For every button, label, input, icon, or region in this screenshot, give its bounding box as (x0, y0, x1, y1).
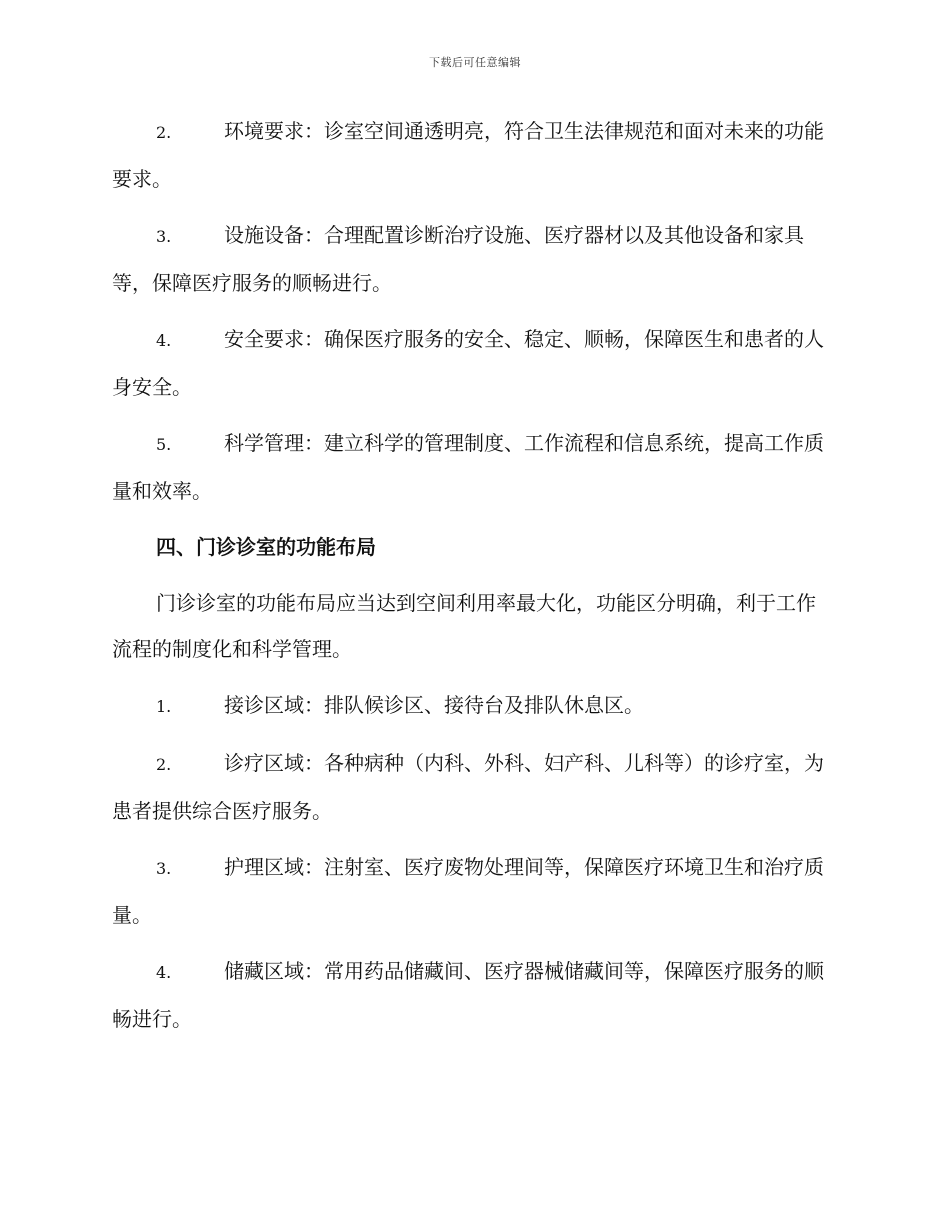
list-item-number: 2. (156, 123, 172, 142)
list-item (112, 948, 834, 1042)
list-item (112, 212, 834, 306)
list-item (112, 740, 834, 834)
section-heading: 四、门诊诊室的功能布局 (156, 535, 376, 559)
list-item (112, 682, 834, 730)
list-item-number: 2. (156, 755, 172, 774)
list-item (112, 844, 834, 938)
list-item-number: 3. (156, 227, 172, 246)
list-item-number: 1. (156, 697, 172, 716)
section-intro-paragraph: 门诊诊室的功能布局应当达到空间利用率最大化，功能区分明确，利于工作流程的制度化和科学管理。 (112, 591, 816, 661)
list-item-text: 储藏区域：常用药品储藏间、医疗器械储藏间等，保障医疗服务的顺畅进行。 (112, 959, 824, 1031)
list-item (112, 420, 834, 514)
list-item (112, 108, 834, 202)
list-item (112, 316, 834, 410)
list-item-text: 接诊区域：排队候诊区、接待台及排队休息区。 (224, 693, 644, 717)
list-item-number: 3. (156, 859, 172, 878)
list-item-number: 5. (156, 435, 172, 454)
page-header: 下载后可任意编辑 (429, 56, 521, 69)
list-item-number: 4. (156, 331, 172, 350)
list-item-text: 设施设备：合理配置诊断治疗设施、医疗器材以及其他设备和家具等，保障医疗服务的顺畅进行。 (112, 223, 804, 295)
list-item-text: 环境要求：诊室空间通透明亮，符合卫生法律规范和面对未来的功能要求。 (112, 119, 824, 191)
list-item-text: 安全要求：确保医疗服务的安全、稳定、顺畅，保障医生和患者的人身安全。 (112, 327, 824, 399)
list-item-number: 4. (156, 963, 172, 982)
list-item-text: 护理区域：注射室、医疗废物处理间等，保障医疗环境卫生和治疗质量。 (112, 855, 824, 927)
document-body (112, 108, 834, 1052)
list-item-text: 科学管理：建立科学的管理制度、工作流程和信息系统，提高工作质量和效率。 (112, 431, 824, 503)
list-item-text: 诊疗区域：各种病种（内科、外科、妇产科、儿科等）的诊疗室，为患者提供综合医疗服务。 (112, 751, 824, 823)
